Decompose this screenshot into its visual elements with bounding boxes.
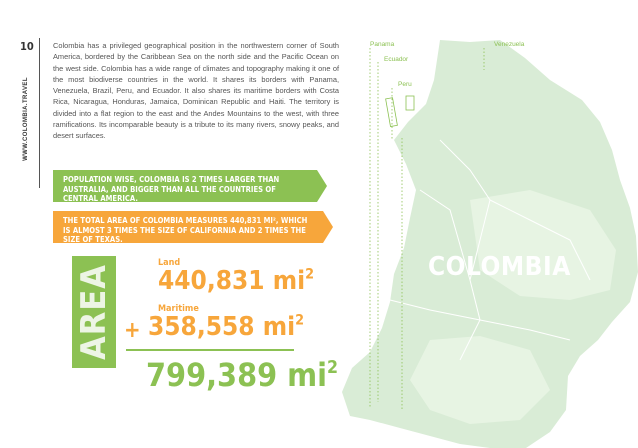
island-providencia: [406, 96, 414, 110]
maritime-value: 358,558 $mi^2$: [148, 312, 305, 342]
country-name: COLOMBIA: [428, 252, 571, 282]
site-url[interactable]: WWW.COLOMBIA.TRAVEL: [23, 77, 29, 161]
area-heading: AREA: [74, 264, 114, 360]
total-area-text: THE TOTAL AREA OF COLOMBIA MEASURES 440,831 MI², WHICH IS ALMOST 3 TIMES THE SIZE OF CALIFORNIA AND 2 TIMES THE SIZE OF TEXAS.: [63, 216, 308, 244]
plus-sign: +: [124, 318, 141, 343]
total-value: 799,389 $mi^2$: [146, 356, 339, 394]
population-banner-pointer: [317, 170, 327, 202]
page-number: 10: [20, 40, 34, 53]
map-label-ecuador: Ecuador: [384, 56, 409, 63]
population-banner: [53, 170, 317, 202]
colombia-map: [330, 40, 638, 448]
land-value: 440,831 $mi^2$: [158, 266, 315, 296]
map-label-peru: Peru: [398, 81, 412, 88]
land-label: Land: [158, 258, 181, 268]
intro-paragraph: Colombia has a privileged geographical position in the northwestern corner of South America, bordered by the Caribbean Sea on the north side and the Pacific Ocean on the west side. Colombia has a wide range of climates and topography making it one of the most biodiverse countries in the world. It shares its borders with Panama, Venezuela, Brazil, Peru, and Ecuador. It also shares its maritime borders with Costa Rica, Nicaragua, Honduras, Jamaica, Dominican Republic and Haiti. The territory is divided into a flat region to the east and the Andes Mountains to the west, with three ramifications. Its incomparable beauty is a tribute to its many rivers, snowy peaks, and desert surfaces.: [53, 41, 339, 141]
island-san-andres: [386, 98, 398, 127]
sum-rule: [126, 349, 294, 351]
population-text: POPULATION WISE, COLOMBIA IS 2 TIMES LARGER THAN AUSTRALIA, AND BIGGER THAN ALL THE COUNTRIES OF CENTRAL AMERICA.: [63, 175, 280, 203]
total-area-banner-pointer: [323, 211, 333, 243]
map-label-panama: Panama: [370, 41, 395, 48]
maritime-label: Maritime: [158, 304, 199, 314]
total-area-banner: [53, 211, 323, 243]
vertical-divider: [39, 38, 40, 188]
map-label-venezuela: Venezuela: [494, 41, 525, 48]
